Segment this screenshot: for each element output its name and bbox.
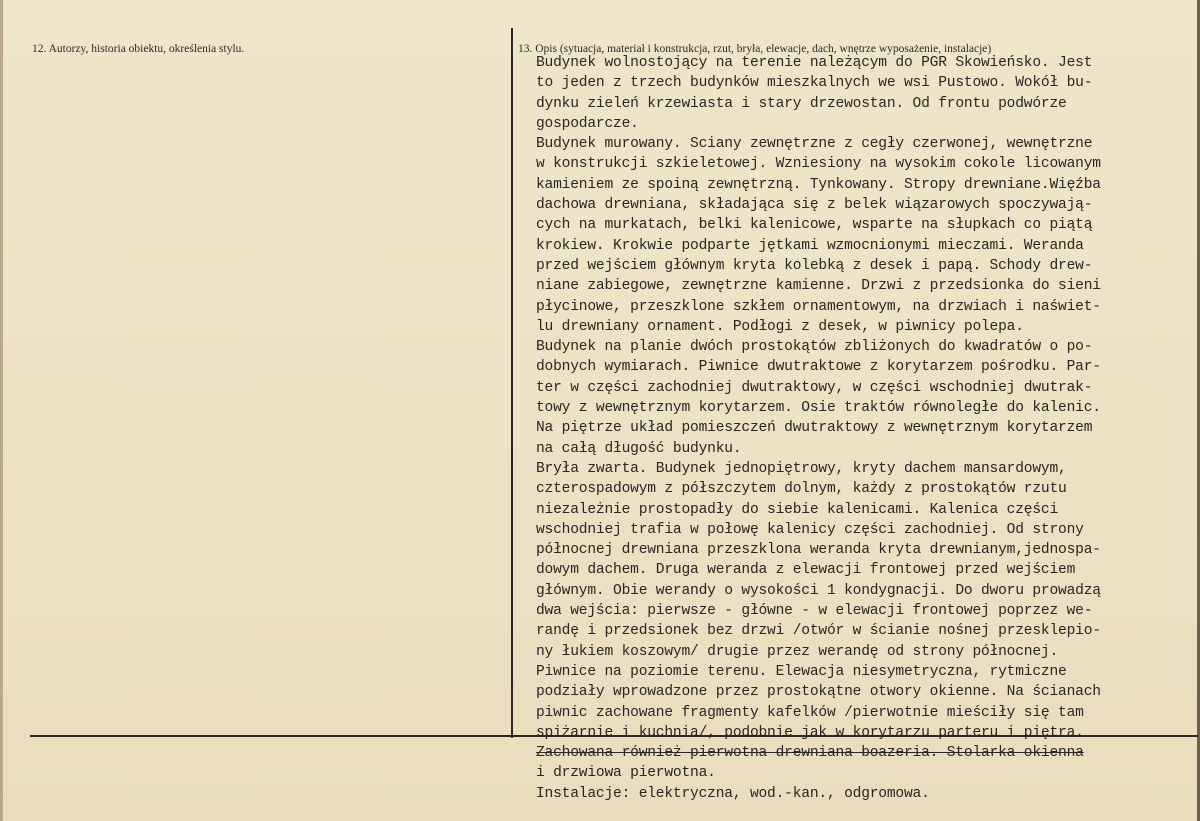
- description-line: kamieniem ze spoiną zewnętrzną. Tynkowany. Stropy drewniane.Więźba: [536, 176, 1101, 193]
- description-line: Budynek na planie dwóch prostokątów zbliżonych do kwadratów o po-: [536, 339, 1093, 356]
- typewritten-description: [536, 53, 1101, 804]
- description-line: dynku zieleń krzewiasta i stary drzewostan. Od frontu podwórze: [536, 95, 1067, 112]
- description-line: ter w części zachodniej dwutraktowy, w części wschodniej dwutrak-: [536, 379, 1093, 396]
- description-line-struck: Zachowana również pierwotna drewniana boazeria. Stolarka okienna: [536, 745, 1084, 762]
- description-line: Budynek wolnostojący na terenie należącym do PGR Skowieńsko. Jest: [536, 55, 1093, 71]
- description-line: w konstrukcji szkieletowej. Wzniesiony na wysokim cokole licowanym: [536, 156, 1101, 173]
- description-line: płycinowe, przeszklone szkłem ornamentowym, na drzwiach i naświet-: [536, 298, 1101, 315]
- description-line: towy z wewnętrznym korytarzem. Osie traktów równoległe do kalenic.: [536, 400, 1101, 417]
- description-line: wschodniej trafia w połowę kalenicy części zachodniej. Od strony: [536, 521, 1084, 538]
- description-line: Na piętrze układ pomieszczeń dwutraktowy z wewnętrznym korytarzem: [536, 420, 1093, 437]
- description-line: dwa wejścia: pierwsze - główne - w elewacji frontowej poprzez we-: [536, 603, 1093, 620]
- description-line: na całą długość budynku.: [536, 440, 742, 457]
- description-line: podziały wprowadzone przez prostokątne otwory okienne. Na ścianach: [536, 684, 1101, 701]
- description-line: niezależnie prostopadły do siebie kalenicami. Kalenica części: [536, 501, 1059, 518]
- description-line: Bryła zwarta. Budynek jednopiętrowy, kryty dachem mansardowym,: [536, 460, 1067, 477]
- description-line: dowym dachem. Druga weranda z elewacji frontowej przed wejściem: [536, 562, 1076, 579]
- description-line: gospodarcze.: [536, 115, 639, 132]
- description-line: dobnych wymiarach. Piwnice dwutraktowe z korytarzem pośrodku. Par-: [536, 359, 1101, 376]
- section-13-header: 13. Opis (sytuacja, materiał i konstrukcja, rzut, bryła, elewacje, dach, wnętrze wyposażenie, instalacje): [518, 43, 992, 55]
- description-line: przed wejściem głównym kryta kolebką z desek i papą. Schody drew-: [536, 257, 1093, 274]
- description-line: niane zabiegowe, zewnętrzne kamienne. Drzwi z przedsionka do sieni: [536, 278, 1101, 295]
- description-line: lu drewniany ornament. Podłogi z desek, w piwnicy polepa.: [536, 318, 1024, 335]
- description-line: dachowa drewniana, składająca się z belek wiązarowych spoczywają-: [536, 197, 1093, 214]
- description-line: głównym. Obie werandy o wysokości 1 kondygnacji. Do dworu prowadzą: [536, 582, 1101, 599]
- description-line: to jeden z trzech budynków mieszkalnych we wsi Pustowo. Wokół bu-: [536, 75, 1093, 92]
- description-line: randę i przedsionek bez drzwi /otwór w ścianie nośnej przesklepio-: [536, 623, 1101, 640]
- description-line: Budynek murowany. Sciany zewnętrzne z cegły czerwonej, wewnętrzne: [536, 136, 1093, 153]
- description-line: krokiew. Krokwie podparte jętkami wzmocnionymi mieczami. Weranda: [536, 237, 1084, 254]
- description-line: cych na murkatach, belki kalenicowe, wsparte na słupkach co piątą: [536, 217, 1093, 234]
- column-divider: [511, 28, 513, 738]
- description-line: spiżarnie i kuchnia/, podobnie jak w korytarzu parteru i piętra.: [536, 724, 1084, 741]
- description-line: czterospadowym z półszczytem dolnym, każdy z prostokątów rzutu: [536, 481, 1067, 498]
- section-12-header: 12. Autorzy, historia obiektu, określenia stylu.: [32, 43, 245, 55]
- description-line: północnej drewniana przeszklona weranda kryta drewnianym,jednospa-: [536, 542, 1101, 559]
- description-line: Instalacje: elektryczna, wod.-kan., odgromowa.: [536, 785, 930, 802]
- description-line: Piwnice na poziomie terenu. Elewacja niesymetryczna, rytmiczne: [536, 663, 1067, 680]
- description-line: i drzwiowa pierwotna.: [536, 765, 716, 782]
- description-line: ny łukiem koszowym/ drugie przez werandę od strony północnej.: [536, 643, 1059, 660]
- description-line: piwnic zachowane fragmenty kafelków /pierwotnie mieściły się tam: [536, 704, 1084, 721]
- page-left-edge: [0, 0, 3, 821]
